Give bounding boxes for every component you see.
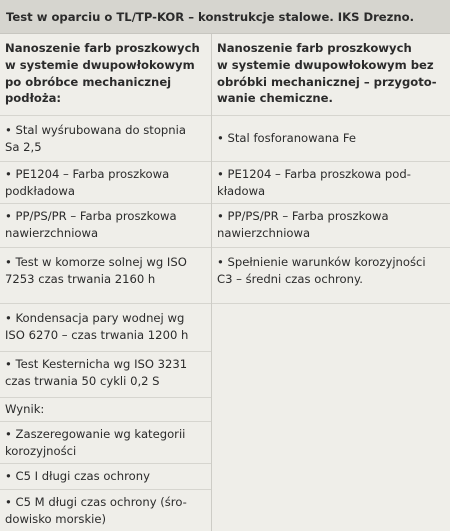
left-row: • PE1204 – Farba proszkowa podkładowa	[0, 162, 211, 204]
right-row: • PE1204 – Farba proszkowa pod- kładowa	[212, 162, 450, 204]
left-row: • Kondensacja pary wodnej wg ISO 6270 – czas trwania 1200 h	[0, 304, 211, 352]
table-title: Test w oparciu o TL/TP-KOR – konstrukcje stalowe. IKS Drezno.	[0, 0, 450, 34]
left-row-result: Wynik:	[0, 398, 211, 422]
left-row: • C5 M długi czas ochrony (śro- dowisko morskie)	[5, 495, 187, 526]
right-row: • Spełnienie warunków korozyjności C3 – średni czas ochrony.	[212, 248, 450, 304]
right-row: • PP/PS/PR – Farba proszkowa nawierzchniowa	[212, 204, 450, 248]
right-heading: Nanoszenie farb proszkowych w systemie dwupowłokowym bez obróbki mechanicznej – przygoto- wanie chemiczne.	[212, 34, 450, 116]
right-row: • Stal fosforanowana Fe	[212, 116, 450, 162]
left-row: • Zaszeregowanie wg kategorii korozyjności	[0, 422, 211, 464]
left-row: • Test w komorze solnej wg ISO 7253 czas trwania 2160 h	[0, 248, 211, 304]
left-heading: Nanoszenie farb proszkowych w systemie dwupowłokowym po obróbce mechanicznej podłoża:	[0, 34, 211, 116]
left-row: • Stal wyśrubowana do stopnia Sa 2,5	[0, 116, 211, 162]
left-row: • Test Kesternicha wg ISO 3231 czas trwania 50 cykli 0,2 S	[0, 352, 211, 398]
left-row: • C5 I długi czas ochrony	[0, 464, 211, 490]
left-row: • PP/PS/PR – Farba proszkowa nawierzchniowa	[0, 204, 211, 248]
